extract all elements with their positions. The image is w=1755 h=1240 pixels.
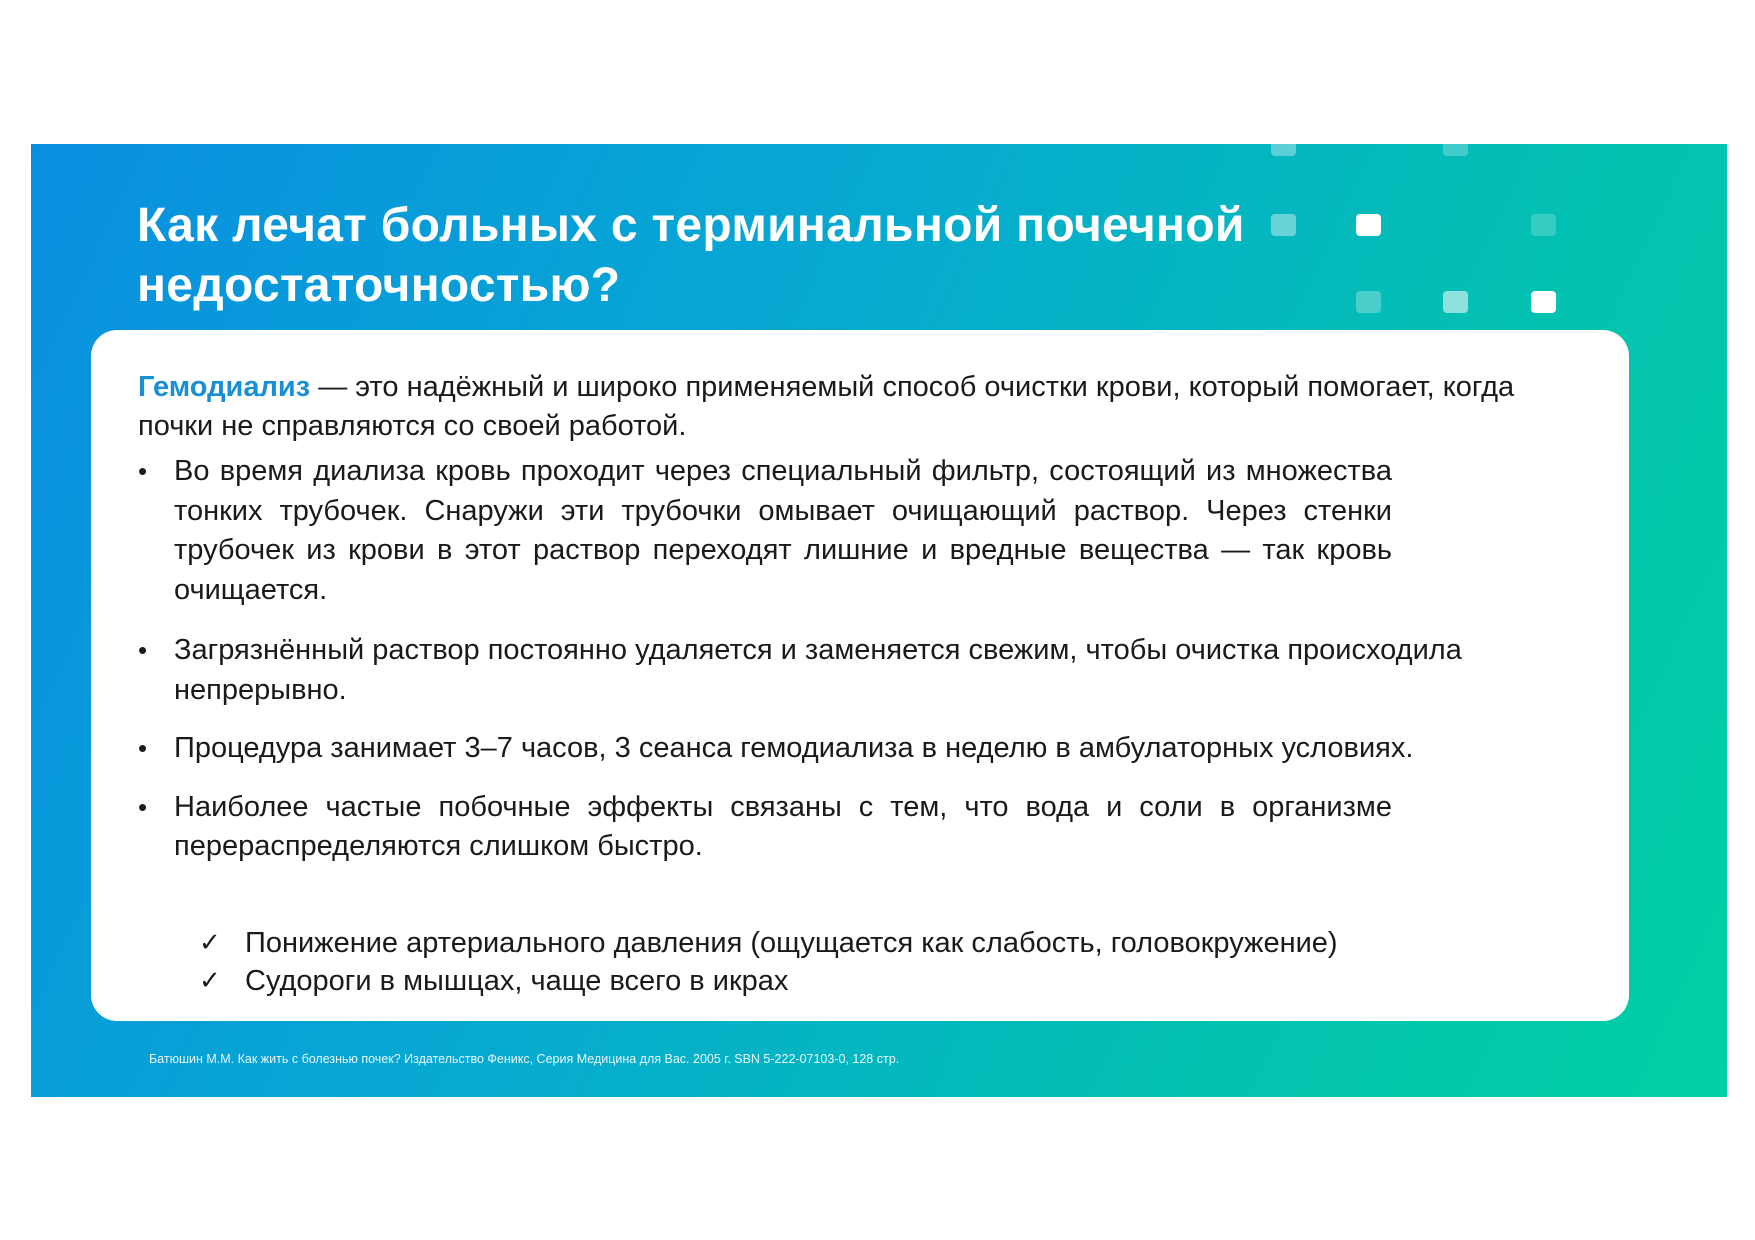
bullet-text: Процедура занимает 3–7 часов, 3 сеанса гемодиализа в неделю в амбулаторных условиях. — [174, 732, 1414, 764]
bullet-item — [138, 631, 1598, 710]
checkmark-icon: ✓ — [199, 928, 221, 958]
decor-square — [1443, 291, 1468, 313]
slide — [31, 144, 1727, 1097]
slide-title-line-2: недостаточностью? — [137, 259, 621, 312]
side-effects-list — [199, 924, 1338, 1000]
intro-text: — это надёжный и широко применяемый способ очистки крови, который помогает, когда почки не справляются со своей работой. — [138, 371, 1515, 442]
intro-term: Гемодиализ — [138, 371, 311, 403]
bullet-item — [138, 729, 1598, 769]
content-card — [91, 330, 1629, 1021]
decor-square — [1531, 291, 1556, 313]
bullet-marker: • — [138, 791, 148, 822]
slide-title — [137, 196, 1337, 316]
decor-square — [1443, 144, 1468, 156]
bullet-item — [138, 452, 1598, 610]
side-effect-text: Понижение артериального давления (ощущается как слабость, головокружение) — [245, 927, 1338, 959]
source-citation: Батюшин М.М. Как жить с болезнью почек? Издательство Феникс, Серия Медицина для Вас. 2005 г. SBN 5-222-07103-0, 128 стр. — [149, 1052, 900, 1066]
side-effect-item — [199, 924, 1338, 962]
bullet-marker: • — [138, 733, 148, 763]
decor-square — [1271, 214, 1296, 236]
slide-title-line-1: Как лечат больных с терминальной почечной — [137, 199, 1245, 252]
checkmark-icon: ✓ — [199, 966, 221, 996]
bullet-marker: • — [138, 635, 148, 665]
side-effect-item — [199, 962, 1338, 1000]
decor-square — [1271, 144, 1296, 156]
bullet-list — [138, 452, 1598, 867]
bullet-text: Во время диализа кровь проходит через специальный фильтр, состоящий из множества тонких трубочек. Снаружи эти трубочки омывает очищающий раствор. Через стенки трубочек из крови в этот раствор переходят лишние и вредные вещества — так кровь очищается. — [174, 455, 1392, 606]
bullet-marker: • — [138, 456, 148, 486]
side-effect-text: Судороги в мышцах, чаще всего в икрах — [245, 965, 789, 997]
bullet-text: Загрязнённый раствор постоянно удаляется и заменяется свежим, чтобы очистка происходила непрерывно. — [174, 634, 1462, 706]
decor-square — [1356, 214, 1381, 236]
intro-paragraph — [138, 368, 1578, 446]
decor-square — [1531, 214, 1556, 236]
bullet-item — [138, 788, 1598, 867]
bullet-text: Наиболее частые побочные эффекты связаны с тем, что вода и соли в организме перераспределяются слишком быстро. — [174, 790, 1392, 862]
decor-square — [1356, 291, 1381, 313]
